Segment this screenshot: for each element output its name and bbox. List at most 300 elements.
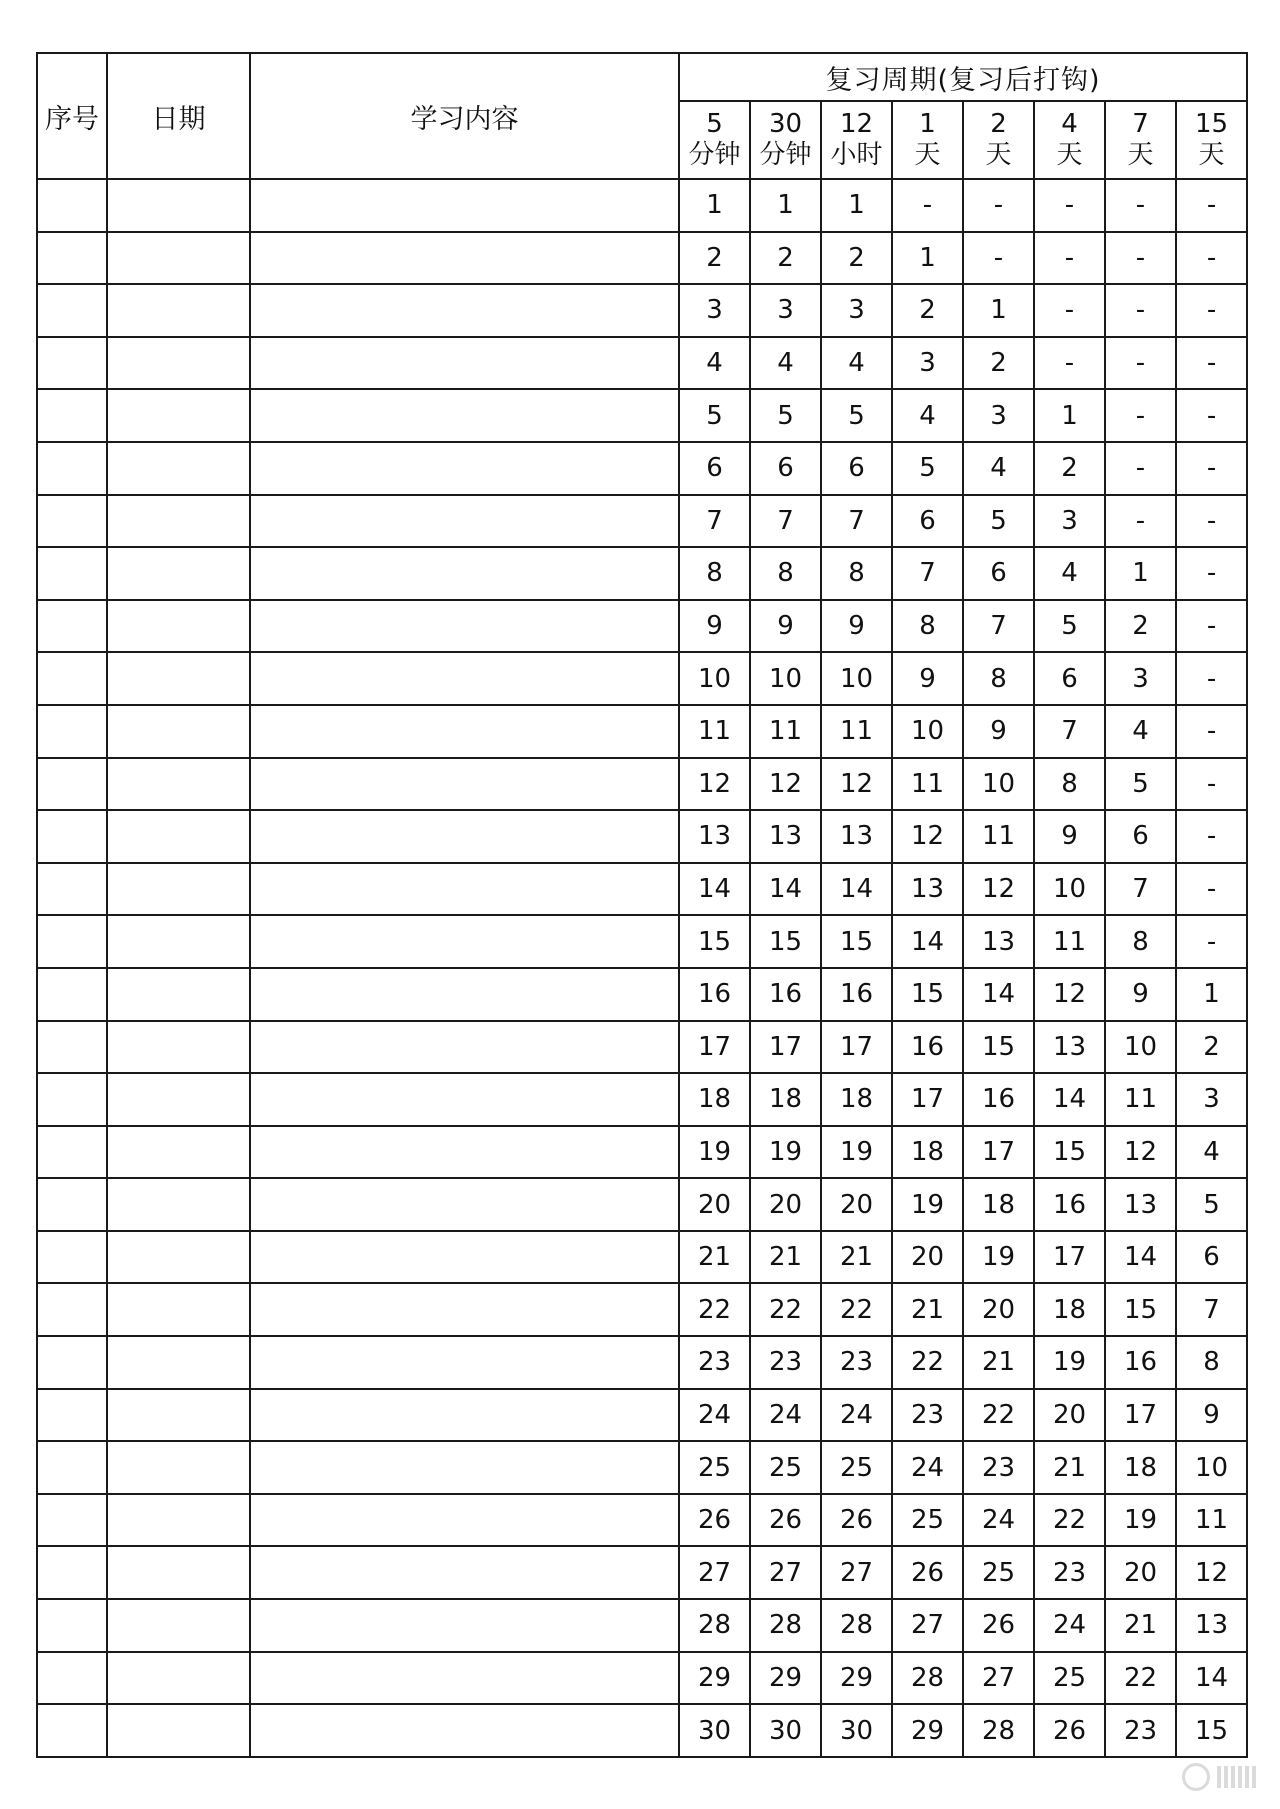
review-cell[interactable]: 16: [1105, 1336, 1176, 1389]
review-cell[interactable]: -: [1176, 389, 1247, 442]
review-cell[interactable]: 12: [963, 863, 1034, 916]
review-cell[interactable]: 3: [679, 284, 750, 337]
review-cell[interactable]: 17: [679, 1021, 750, 1074]
review-cell[interactable]: 25: [821, 1441, 892, 1494]
review-cell[interactable]: 23: [963, 1441, 1034, 1494]
date-cell[interactable]: [107, 863, 250, 916]
review-cell[interactable]: 19: [1034, 1336, 1105, 1389]
content-cell[interactable]: [250, 337, 679, 390]
review-cell[interactable]: 9: [1176, 1389, 1247, 1442]
review-cell[interactable]: 26: [1034, 1704, 1105, 1757]
index-cell[interactable]: [37, 968, 107, 1021]
review-cell[interactable]: 5: [1176, 1178, 1247, 1231]
review-cell[interactable]: 19: [750, 1126, 821, 1179]
review-cell[interactable]: -: [1176, 810, 1247, 863]
content-cell[interactable]: [250, 1178, 679, 1231]
review-cell[interactable]: -: [1176, 179, 1247, 232]
content-cell[interactable]: [250, 284, 679, 337]
review-cell[interactable]: 5: [963, 495, 1034, 548]
review-cell[interactable]: -: [1176, 915, 1247, 968]
review-cell[interactable]: 17: [750, 1021, 821, 1074]
review-cell[interactable]: 19: [679, 1126, 750, 1179]
content-cell[interactable]: [250, 1494, 679, 1547]
review-cell[interactable]: 14: [1176, 1652, 1247, 1705]
review-cell[interactable]: 10: [1034, 863, 1105, 916]
review-cell[interactable]: 30: [750, 1704, 821, 1757]
review-cell[interactable]: 3: [892, 337, 963, 390]
content-cell[interactable]: [250, 1389, 679, 1442]
content-cell[interactable]: [250, 547, 679, 600]
review-cell[interactable]: 9: [892, 652, 963, 705]
date-cell[interactable]: [107, 284, 250, 337]
review-cell[interactable]: 5: [679, 389, 750, 442]
review-cell[interactable]: 22: [892, 1336, 963, 1389]
content-cell[interactable]: [250, 705, 679, 758]
review-cell[interactable]: 8: [1105, 915, 1176, 968]
review-cell[interactable]: -: [1034, 179, 1105, 232]
content-cell[interactable]: [250, 232, 679, 285]
review-cell[interactable]: 1: [821, 179, 892, 232]
content-cell[interactable]: [250, 1283, 679, 1336]
review-cell[interactable]: 13: [821, 810, 892, 863]
review-cell[interactable]: -: [1176, 232, 1247, 285]
content-cell[interactable]: [250, 495, 679, 548]
review-cell[interactable]: 16: [821, 968, 892, 1021]
review-cell[interactable]: 6: [1105, 810, 1176, 863]
review-cell[interactable]: 24: [963, 1494, 1034, 1547]
review-cell[interactable]: 30: [821, 1704, 892, 1757]
content-cell[interactable]: [250, 389, 679, 442]
date-cell[interactable]: [107, 1441, 250, 1494]
review-cell[interactable]: 2: [821, 232, 892, 285]
review-cell[interactable]: 26: [963, 1599, 1034, 1652]
review-cell[interactable]: 4: [963, 442, 1034, 495]
date-cell[interactable]: [107, 1494, 250, 1547]
review-cell[interactable]: 8: [963, 652, 1034, 705]
review-cell[interactable]: 5: [750, 389, 821, 442]
content-cell[interactable]: [250, 1231, 679, 1284]
review-cell[interactable]: 29: [892, 1704, 963, 1757]
review-cell[interactable]: 24: [821, 1389, 892, 1442]
review-cell[interactable]: 14: [1034, 1073, 1105, 1126]
index-cell[interactable]: [37, 1126, 107, 1179]
index-cell[interactable]: [37, 389, 107, 442]
content-cell[interactable]: [250, 1073, 679, 1126]
review-cell[interactable]: 12: [679, 758, 750, 811]
date-cell[interactable]: [107, 705, 250, 758]
review-cell[interactable]: 4: [1105, 705, 1176, 758]
review-cell[interactable]: 6: [1176, 1231, 1247, 1284]
review-cell[interactable]: 27: [750, 1546, 821, 1599]
index-cell[interactable]: [37, 1283, 107, 1336]
index-cell[interactable]: [37, 1441, 107, 1494]
review-cell[interactable]: 7: [1105, 863, 1176, 916]
review-cell[interactable]: 13: [750, 810, 821, 863]
review-cell[interactable]: 2: [1034, 442, 1105, 495]
review-cell[interactable]: 7: [750, 495, 821, 548]
index-cell[interactable]: [37, 600, 107, 653]
review-cell[interactable]: 12: [1105, 1126, 1176, 1179]
date-cell[interactable]: [107, 915, 250, 968]
index-cell[interactable]: [37, 1546, 107, 1599]
review-cell[interactable]: 20: [679, 1178, 750, 1231]
review-cell[interactable]: 22: [1105, 1652, 1176, 1705]
review-cell[interactable]: 9: [963, 705, 1034, 758]
review-cell[interactable]: 7: [1176, 1283, 1247, 1336]
index-cell[interactable]: [37, 1073, 107, 1126]
review-cell[interactable]: -: [963, 232, 1034, 285]
review-cell[interactable]: 20: [1105, 1546, 1176, 1599]
index-cell[interactable]: [37, 1231, 107, 1284]
review-cell[interactable]: 21: [750, 1231, 821, 1284]
review-cell[interactable]: 21: [679, 1231, 750, 1284]
review-cell[interactable]: 4: [821, 337, 892, 390]
date-cell[interactable]: [107, 1704, 250, 1757]
review-cell[interactable]: 21: [1034, 1441, 1105, 1494]
date-cell[interactable]: [107, 389, 250, 442]
review-cell[interactable]: 15: [892, 968, 963, 1021]
review-cell[interactable]: 3: [750, 284, 821, 337]
review-cell[interactable]: 26: [750, 1494, 821, 1547]
review-cell[interactable]: 1: [1105, 547, 1176, 600]
review-cell[interactable]: 11: [1105, 1073, 1176, 1126]
review-cell[interactable]: 25: [892, 1494, 963, 1547]
review-cell[interactable]: 2: [1105, 600, 1176, 653]
review-cell[interactable]: 8: [1034, 758, 1105, 811]
review-cell[interactable]: -: [1105, 284, 1176, 337]
review-cell[interactable]: 11: [679, 705, 750, 758]
review-cell[interactable]: 6: [750, 442, 821, 495]
review-cell[interactable]: 23: [821, 1336, 892, 1389]
date-cell[interactable]: [107, 1336, 250, 1389]
review-cell[interactable]: 6: [892, 495, 963, 548]
review-cell[interactable]: 11: [750, 705, 821, 758]
review-cell[interactable]: 27: [963, 1652, 1034, 1705]
date-cell[interactable]: [107, 1389, 250, 1442]
date-cell[interactable]: [107, 1021, 250, 1074]
review-cell[interactable]: 11: [1176, 1494, 1247, 1547]
review-cell[interactable]: 21: [892, 1283, 963, 1336]
index-cell[interactable]: [37, 1704, 107, 1757]
review-cell[interactable]: 1: [963, 284, 1034, 337]
review-cell[interactable]: 24: [679, 1389, 750, 1442]
review-cell[interactable]: 3: [1034, 495, 1105, 548]
review-cell[interactable]: 25: [750, 1441, 821, 1494]
date-cell[interactable]: [107, 442, 250, 495]
index-cell[interactable]: [37, 337, 107, 390]
review-cell[interactable]: 1: [1176, 968, 1247, 1021]
review-cell[interactable]: -: [1176, 600, 1247, 653]
index-cell[interactable]: [37, 1021, 107, 1074]
review-cell[interactable]: 5: [1034, 600, 1105, 653]
date-cell[interactable]: [107, 337, 250, 390]
review-cell[interactable]: 5: [892, 442, 963, 495]
review-cell[interactable]: 13: [1176, 1599, 1247, 1652]
review-cell[interactable]: 22: [679, 1283, 750, 1336]
review-cell[interactable]: -: [1105, 179, 1176, 232]
review-cell[interactable]: 6: [679, 442, 750, 495]
review-cell[interactable]: 18: [963, 1178, 1034, 1231]
date-cell[interactable]: [107, 968, 250, 1021]
review-cell[interactable]: 16: [750, 968, 821, 1021]
index-cell[interactable]: [37, 1178, 107, 1231]
review-cell[interactable]: 28: [821, 1599, 892, 1652]
review-cell[interactable]: 20: [963, 1283, 1034, 1336]
review-cell[interactable]: -: [1176, 758, 1247, 811]
date-cell[interactable]: [107, 1231, 250, 1284]
review-cell[interactable]: 13: [892, 863, 963, 916]
review-cell[interactable]: 6: [821, 442, 892, 495]
content-cell[interactable]: [250, 652, 679, 705]
review-cell[interactable]: -: [1176, 284, 1247, 337]
review-cell[interactable]: 4: [1176, 1126, 1247, 1179]
review-cell[interactable]: 12: [1034, 968, 1105, 1021]
date-cell[interactable]: [107, 1652, 250, 1705]
review-cell[interactable]: 17: [892, 1073, 963, 1126]
review-cell[interactable]: 2: [679, 232, 750, 285]
index-cell[interactable]: [37, 1336, 107, 1389]
index-cell[interactable]: [37, 863, 107, 916]
review-cell[interactable]: 27: [679, 1546, 750, 1599]
content-cell[interactable]: [250, 1126, 679, 1179]
review-cell[interactable]: 8: [821, 547, 892, 600]
review-cell[interactable]: -: [1105, 495, 1176, 548]
review-cell[interactable]: 15: [1034, 1126, 1105, 1179]
review-cell[interactable]: 14: [821, 863, 892, 916]
review-cell[interactable]: 21: [963, 1336, 1034, 1389]
review-cell[interactable]: 14: [963, 968, 1034, 1021]
review-cell[interactable]: 19: [892, 1178, 963, 1231]
review-cell[interactable]: 10: [679, 652, 750, 705]
review-cell[interactable]: 3: [821, 284, 892, 337]
review-cell[interactable]: 10: [963, 758, 1034, 811]
review-cell[interactable]: 24: [1034, 1599, 1105, 1652]
review-cell[interactable]: 15: [679, 915, 750, 968]
index-cell[interactable]: [37, 442, 107, 495]
review-cell[interactable]: 15: [1105, 1283, 1176, 1336]
review-cell[interactable]: 4: [750, 337, 821, 390]
content-cell[interactable]: [250, 1652, 679, 1705]
review-cell[interactable]: 9: [821, 600, 892, 653]
content-cell[interactable]: [250, 179, 679, 232]
review-cell[interactable]: 9: [750, 600, 821, 653]
review-cell[interactable]: 17: [1105, 1389, 1176, 1442]
review-cell[interactable]: 12: [892, 810, 963, 863]
review-cell[interactable]: 15: [821, 915, 892, 968]
review-cell[interactable]: 20: [750, 1178, 821, 1231]
review-cell[interactable]: 8: [1176, 1336, 1247, 1389]
review-cell[interactable]: 19: [821, 1126, 892, 1179]
review-cell[interactable]: -: [1176, 863, 1247, 916]
review-cell[interactable]: 29: [821, 1652, 892, 1705]
review-cell[interactable]: 21: [821, 1231, 892, 1284]
review-cell[interactable]: 18: [1034, 1283, 1105, 1336]
review-cell[interactable]: 28: [892, 1652, 963, 1705]
content-cell[interactable]: [250, 1336, 679, 1389]
review-cell[interactable]: 5: [1105, 758, 1176, 811]
review-cell[interactable]: 10: [1105, 1021, 1176, 1074]
content-cell[interactable]: [250, 1441, 679, 1494]
review-cell[interactable]: -: [1176, 547, 1247, 600]
review-cell[interactable]: 18: [679, 1073, 750, 1126]
review-cell[interactable]: 3: [1176, 1073, 1247, 1126]
review-cell[interactable]: 23: [1034, 1546, 1105, 1599]
review-cell[interactable]: 9: [1105, 968, 1176, 1021]
review-cell[interactable]: 1: [679, 179, 750, 232]
review-cell[interactable]: -: [1105, 232, 1176, 285]
content-cell[interactable]: [250, 758, 679, 811]
review-cell[interactable]: -: [1176, 442, 1247, 495]
index-cell[interactable]: [37, 1652, 107, 1705]
review-cell[interactable]: 17: [963, 1126, 1034, 1179]
review-cell[interactable]: 15: [750, 915, 821, 968]
index-cell[interactable]: [37, 179, 107, 232]
review-cell[interactable]: 8: [750, 547, 821, 600]
review-cell[interactable]: 23: [892, 1389, 963, 1442]
index-cell[interactable]: [37, 652, 107, 705]
review-cell[interactable]: 1: [750, 179, 821, 232]
review-cell[interactable]: 8: [679, 547, 750, 600]
date-cell[interactable]: [107, 758, 250, 811]
review-cell[interactable]: 16: [892, 1021, 963, 1074]
review-cell[interactable]: 17: [821, 1021, 892, 1074]
review-cell[interactable]: 27: [892, 1599, 963, 1652]
review-cell[interactable]: 14: [1105, 1231, 1176, 1284]
review-cell[interactable]: 29: [750, 1652, 821, 1705]
review-cell[interactable]: 18: [1105, 1441, 1176, 1494]
date-cell[interactable]: [107, 1599, 250, 1652]
index-cell[interactable]: [37, 1494, 107, 1547]
review-cell[interactable]: 18: [750, 1073, 821, 1126]
review-cell[interactable]: 14: [750, 863, 821, 916]
date-cell[interactable]: [107, 1283, 250, 1336]
review-cell[interactable]: 4: [679, 337, 750, 390]
review-cell[interactable]: -: [963, 179, 1034, 232]
review-cell[interactable]: 16: [963, 1073, 1034, 1126]
review-cell[interactable]: 22: [750, 1283, 821, 1336]
review-cell[interactable]: -: [1176, 495, 1247, 548]
review-cell[interactable]: 30: [679, 1704, 750, 1757]
review-cell[interactable]: 22: [963, 1389, 1034, 1442]
review-cell[interactable]: 6: [1034, 652, 1105, 705]
review-cell[interactable]: 1: [1034, 389, 1105, 442]
index-cell[interactable]: [37, 495, 107, 548]
index-cell[interactable]: [37, 1599, 107, 1652]
content-cell[interactable]: [250, 810, 679, 863]
review-cell[interactable]: -: [1176, 705, 1247, 758]
content-cell[interactable]: [250, 600, 679, 653]
review-cell[interactable]: 3: [963, 389, 1034, 442]
review-cell[interactable]: 20: [892, 1231, 963, 1284]
review-cell[interactable]: -: [1176, 337, 1247, 390]
review-cell[interactable]: 9: [679, 600, 750, 653]
date-cell[interactable]: [107, 232, 250, 285]
review-cell[interactable]: 28: [963, 1704, 1034, 1757]
review-cell[interactable]: 11: [892, 758, 963, 811]
review-cell[interactable]: 17: [1034, 1231, 1105, 1284]
review-cell[interactable]: 25: [963, 1546, 1034, 1599]
review-cell[interactable]: 26: [892, 1546, 963, 1599]
date-cell[interactable]: [107, 1073, 250, 1126]
review-cell[interactable]: 26: [679, 1494, 750, 1547]
date-cell[interactable]: [107, 547, 250, 600]
review-cell[interactable]: 2: [750, 232, 821, 285]
review-cell[interactable]: 11: [963, 810, 1034, 863]
content-cell[interactable]: [250, 1546, 679, 1599]
review-cell[interactable]: 14: [679, 863, 750, 916]
review-cell[interactable]: -: [892, 179, 963, 232]
review-cell[interactable]: 22: [821, 1283, 892, 1336]
content-cell[interactable]: [250, 863, 679, 916]
review-cell[interactable]: 16: [1034, 1178, 1105, 1231]
review-cell[interactable]: 7: [963, 600, 1034, 653]
review-cell[interactable]: 11: [1034, 915, 1105, 968]
date-cell[interactable]: [107, 652, 250, 705]
content-cell[interactable]: [250, 968, 679, 1021]
review-cell[interactable]: 7: [892, 547, 963, 600]
review-cell[interactable]: 24: [750, 1389, 821, 1442]
review-cell[interactable]: 20: [1034, 1389, 1105, 1442]
review-cell[interactable]: 2: [1176, 1021, 1247, 1074]
date-cell[interactable]: [107, 810, 250, 863]
review-cell[interactable]: 14: [892, 915, 963, 968]
review-cell[interactable]: 10: [1176, 1441, 1247, 1494]
index-cell[interactable]: [37, 1389, 107, 1442]
review-cell[interactable]: 5: [821, 389, 892, 442]
review-cell[interactable]: 4: [892, 389, 963, 442]
review-cell[interactable]: 23: [750, 1336, 821, 1389]
review-cell[interactable]: 18: [821, 1073, 892, 1126]
review-cell[interactable]: 9: [1034, 810, 1105, 863]
review-cell[interactable]: 12: [1176, 1546, 1247, 1599]
review-cell[interactable]: 16: [679, 968, 750, 1021]
review-cell[interactable]: 24: [892, 1441, 963, 1494]
review-cell[interactable]: -: [1034, 284, 1105, 337]
index-cell[interactable]: [37, 232, 107, 285]
review-cell[interactable]: 28: [679, 1599, 750, 1652]
content-cell[interactable]: [250, 442, 679, 495]
review-cell[interactable]: 21: [1105, 1599, 1176, 1652]
review-cell[interactable]: 13: [963, 915, 1034, 968]
review-cell[interactable]: -: [1105, 442, 1176, 495]
review-cell[interactable]: 7: [1034, 705, 1105, 758]
review-cell[interactable]: 3: [1105, 652, 1176, 705]
review-cell[interactable]: 13: [1034, 1021, 1105, 1074]
index-cell[interactable]: [37, 915, 107, 968]
review-cell[interactable]: 25: [679, 1441, 750, 1494]
review-cell[interactable]: 15: [1176, 1704, 1247, 1757]
review-cell[interactable]: 4: [1034, 547, 1105, 600]
review-cell[interactable]: 23: [679, 1336, 750, 1389]
index-cell[interactable]: [37, 284, 107, 337]
review-cell[interactable]: -: [1034, 232, 1105, 285]
date-cell[interactable]: [107, 1178, 250, 1231]
review-cell[interactable]: -: [1105, 337, 1176, 390]
review-cell[interactable]: 19: [963, 1231, 1034, 1284]
review-cell[interactable]: 12: [750, 758, 821, 811]
index-cell[interactable]: [37, 705, 107, 758]
review-cell[interactable]: 12: [821, 758, 892, 811]
content-cell[interactable]: [250, 1704, 679, 1757]
review-cell[interactable]: 7: [679, 495, 750, 548]
index-cell[interactable]: [37, 758, 107, 811]
date-cell[interactable]: [107, 179, 250, 232]
index-cell[interactable]: [37, 547, 107, 600]
review-cell[interactable]: 15: [963, 1021, 1034, 1074]
date-cell[interactable]: [107, 1126, 250, 1179]
review-cell[interactable]: 6: [963, 547, 1034, 600]
review-cell[interactable]: 26: [821, 1494, 892, 1547]
